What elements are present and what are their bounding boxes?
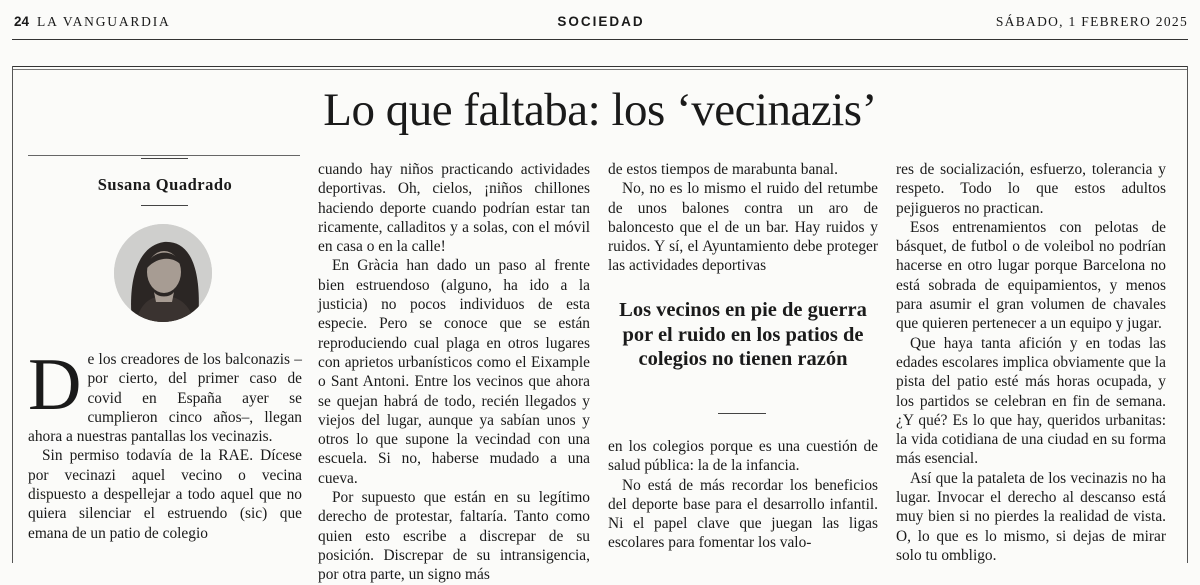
- author-portrait-icon: [114, 224, 212, 322]
- paragraph: Así que la pataleta de los vecinazis no ha lugar. Invocar el derecho al descanso está muy bien si no pierdes la realidad de vista. O, lo que es lo mismo, si dejas de mirar solo tu ombligo.: [896, 469, 1166, 564]
- paragraph: Por supuesto que están en su legítimo derecho de protestar, faltaría. Tanto como quien esto escribe a discrepar de su posición. Discrepar de su intransigencia, por otra parte, un signo más: [318, 489, 590, 584]
- article-frame-right: [1187, 66, 1188, 563]
- paragraph: En Gràcia han dado un paso al frente bien estruendoso (alguno, ha ido a la justicia) no pocos individuos de esta especie. Pero se conoce que se están reproduciendo cual plaga en otros lugares con aprietos urbanísticos como el Eixample o Sant Antoni. Entre los vecinos que ahora se quejan habrá de todo, recién llegados y viejos del lugar, aunque ya sabían unos y otros lo que supone la vecindad con una escuela. Si no, haberse mudado a una cueva.: [318, 257, 590, 487]
- paragraph-lead: [28, 344, 302, 446]
- paragraph: No, no es lo mismo el ruido del retumbe de unos balones contra un aro de baloncesto que el de un bar. Hay ruidos y ruidos. Y sí, el Ayuntamiento debe proteger las actividades deportivas: [608, 180, 878, 275]
- column-3-bottom: [608, 437, 878, 553]
- column-3-top: [608, 160, 878, 276]
- section-name: SOCIEDAD: [557, 14, 645, 29]
- column-1: [28, 344, 302, 543]
- byline-rule: [28, 155, 300, 156]
- dropcap: D: [28, 344, 82, 426]
- publication-name: LA VANGUARDIA: [37, 14, 171, 29]
- paragraph: en los colegios porque es una cuestión de salud pública: la de la infancia.: [608, 438, 878, 475]
- paragraph: Sin permiso todavía de la RAE. Dícese por vecinazi aquel vecino o vecina dispuesto a despellejar a todo aquel que no quiera silenciar el estruendo (sic) que emana de un patio de colegio: [28, 447, 302, 542]
- headline: Lo que faltaba: los ‘vecinazis’: [323, 84, 877, 136]
- paragraph: de estos tiempos de marabunta banal.: [608, 161, 838, 178]
- header-rule: [12, 39, 1188, 40]
- pull-quote: Los vecinos en pie de guerra por el ruido en los patios de colegios no tienen razón: [619, 299, 867, 370]
- column-4: [896, 160, 1166, 565]
- paragraph: No está de más recordar los beneficios del deporte base para el desarrollo infantil. Ni el papel clave que juegan las ligas escolares para fomentar los valo-: [608, 476, 878, 552]
- page-number: 24: [14, 14, 30, 29]
- paragraph-text: e los creadores de los balconazis –por cierto, del primer caso de covid en España ayer se cumplieron cinco años–, llegan ahora a nuestras pantallas los vecinazis.: [28, 351, 302, 446]
- column-2: [318, 160, 590, 585]
- paragraph: Que haya tanta afición y en todas las edades escolares implica obviamente que la pista del patio esté más horas ocupada, y los partidos se celebran en fin de semana. ¿Y qué? Es lo que hay, queridos urbanitas: la vida cotidiana de una ciudad en su forma más esencial.: [896, 334, 1166, 468]
- article-frame-left: [12, 66, 13, 563]
- paragraph: res de socialización, esfuerzo, tolerancia y respeto. Todo lo que estos adultos pejigueros no practican.: [896, 161, 1166, 217]
- byline-ornament-bottom: [141, 205, 188, 206]
- pull-quote-rule: [718, 413, 766, 414]
- byline-ornament-top: [141, 158, 188, 159]
- paragraph: Esos entrenamientos con pelotas de básquet, de futbol o de voleibol no podrían hacerse en otro lugar porque Barcelona no está sobrada de equipamientos, y menos para asumir el gran volumen de chavales que quieren pertenecer a un equipo y jugar.: [896, 218, 1166, 333]
- article-frame-top-inner: [12, 69, 1188, 70]
- author-avatar: [114, 224, 212, 322]
- paragraph: cuando hay niños practicando actividades deportivas. Oh, cielos, ¡niños chillones haciendo deporte cuando podrían estar tan ricamente, calladitos y a solas, con el móvil en casa o en la calle!: [318, 161, 590, 256]
- running-header: [14, 12, 1188, 40]
- article-frame-top: [12, 66, 1188, 67]
- author-name: Susana Quadrado: [97, 175, 233, 194]
- issue-date: SÁBADO, 1 FEBRERO 2025: [995, 14, 1188, 29]
